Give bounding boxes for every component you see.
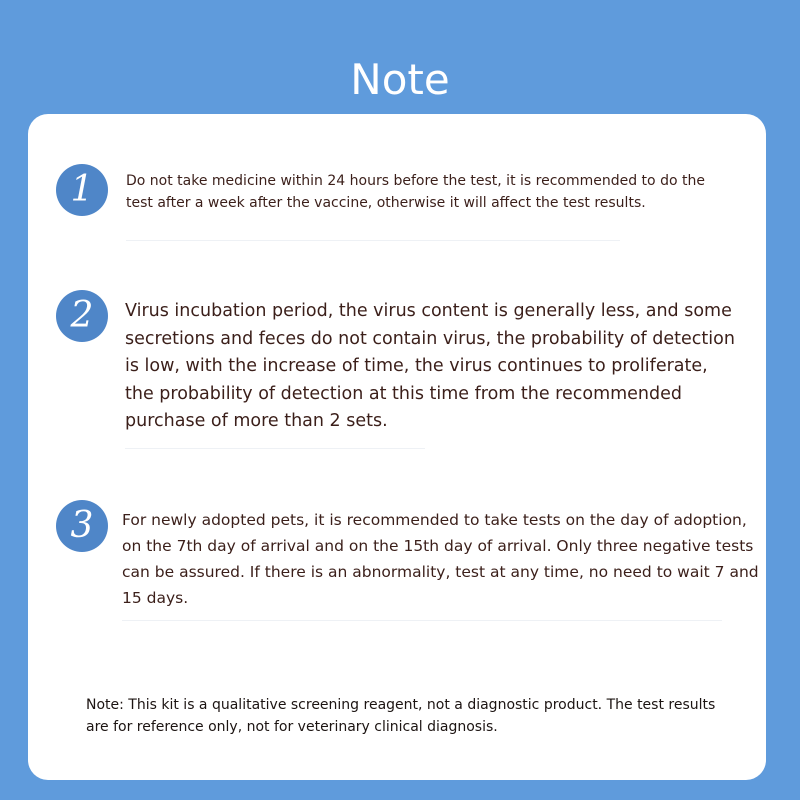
footer-note: Note: This kit is a qualitative screening reagent, not a diagnostic product. The test results are for reference only, not for veterinary clinical diagnosis.	[86, 697, 716, 735]
number-badge-3: 3	[56, 500, 108, 552]
number-badge-1: 1	[56, 164, 108, 216]
note-item-3-text: For newly adopted pets, it is recommended to take tests on the day of adoption, on the 7th day of arrival and on the 15th day of arrival. Only three negative tests can be assured. If there is an abnormality, test at any time, no need to wait 7 and 15 days.	[122, 511, 759, 607]
divider	[125, 448, 425, 449]
divider	[126, 240, 620, 241]
number-badge-2: 2	[56, 290, 108, 342]
divider	[122, 620, 722, 621]
note-item-2-text: Virus incubation period, the virus content is generally less, and some secretions and feces do not contain virus, the probability of detection is low, with the increase of time, the virus continues to proliferate, the probability of detection at this time from the recommended purchase of more than 2 sets.	[125, 301, 735, 431]
note-item-1-text: Do not take medicine within 24 hours before the test, it is recommended to do the test after a week after the vaccine, otherwise it will affect the test results.	[126, 173, 705, 211]
page-title: Note	[350, 55, 450, 104]
note-card	[28, 114, 766, 780]
